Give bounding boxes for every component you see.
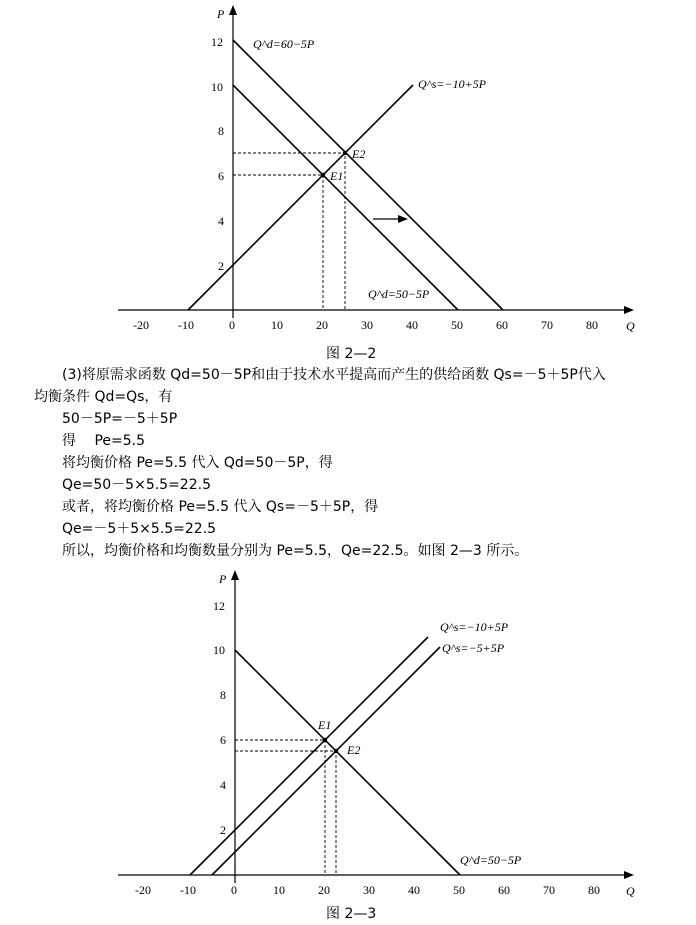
figure-2-2-caption: 图 2—2 (326, 346, 377, 362)
x-tick-labels (133, 318, 598, 332)
y-axis-arrow (231, 570, 239, 580)
demand-curve-old (233, 85, 458, 310)
y-tick: 6 (220, 733, 226, 747)
x-tick-labels (135, 883, 600, 897)
x-tick: 0 (229, 318, 235, 332)
x-tick: 80 (586, 318, 598, 332)
text-line-5: 将均衡价格 Pe=5.5 代入 Qd=50－5P，得 (62, 455, 333, 471)
text-line-9: 所以，均衡价格和均衡数量分别为 Pe=5.5，Qe=22.5。如图 2—3 所示。 (62, 543, 529, 559)
y-tick: 12 (213, 599, 225, 613)
figure-2-2 (0, 0, 696, 345)
text-line-2: 均衡条件 Qd=Qs，有 (34, 389, 173, 405)
x-tick: 70 (541, 318, 553, 332)
e2-guide-lines (233, 153, 345, 310)
shift-arrow-head (398, 215, 408, 223)
x-tick: 40 (406, 318, 418, 332)
demand-label: Q^d=50−5P (460, 853, 522, 867)
y-tick: 10 (213, 643, 225, 657)
x-axis-arrow (624, 871, 634, 879)
y-axis-arrow (229, 5, 237, 15)
e2-point (343, 151, 347, 155)
text-line-3: 50－5P=－5＋5P (62, 411, 178, 427)
x-tick: -10 (180, 883, 196, 897)
e2-point (334, 749, 338, 753)
y-tick: 8 (220, 688, 226, 702)
supply-curve (188, 85, 413, 310)
demand-new-label: Q^d=60−5P (253, 37, 315, 51)
x-tick: 10 (271, 318, 283, 332)
y-tick-labels (211, 35, 224, 273)
y-axis-label: P (217, 7, 225, 21)
x-tick: 0 (231, 883, 237, 897)
x-tick: 50 (453, 883, 465, 897)
e1-point (323, 738, 327, 742)
x-tick: -10 (178, 318, 194, 332)
y-tick: 4 (220, 778, 226, 792)
text-line-6: Qe=50－5×5.5=22.5 (62, 477, 211, 493)
x-tick: 60 (498, 883, 510, 897)
demand-curve (235, 650, 460, 875)
e1-point (321, 173, 325, 177)
e1-guide-lines (233, 175, 323, 310)
text-line-8: Qe=－5＋5×5.5=22.5 (62, 521, 217, 537)
y-tick: 2 (220, 823, 226, 837)
e1-label: E1 (330, 169, 344, 183)
x-tick: 10 (273, 883, 285, 897)
supply-old-label: Q^s=−10+5P (440, 620, 509, 634)
x-tick: -20 (133, 318, 149, 332)
x-tick: 30 (361, 318, 373, 332)
figure-2-3 (0, 565, 696, 898)
y-tick: 4 (218, 214, 224, 228)
e2-label: E2 (347, 743, 361, 757)
x-tick: 20 (316, 318, 328, 332)
demand-old-label: Q^d=50−5P (368, 287, 430, 301)
y-tick: 10 (211, 80, 223, 94)
e2-label: E2 (352, 147, 366, 161)
supply-new-label: Q^s=−5+5P (442, 641, 505, 655)
x-tick: 30 (363, 883, 375, 897)
y-tick: 12 (211, 35, 223, 49)
x-tick: 60 (496, 318, 508, 332)
text-line-7: 或者，将均衡价格 Pe=5.5 代入 Qs=－5＋5P，得 (62, 499, 379, 515)
figure-2-3-caption: 图 2—3 (326, 906, 377, 922)
y-tick: 6 (218, 169, 224, 183)
x-axis-arrow (624, 306, 634, 314)
x-tick: 50 (451, 318, 463, 332)
y-tick: 2 (218, 259, 224, 273)
x-tick: 20 (318, 883, 330, 897)
text-line-4: 得 Pe=5.5 (62, 433, 146, 449)
x-axis-label: Q (626, 884, 635, 898)
x-tick: 80 (588, 883, 600, 897)
text-line-1: (3)将原需求函数 Qd=50－5P和由于技术水平提高而产生的供给函数 Qs=－5＋5P代入 (62, 367, 606, 383)
e2-guide-lines (235, 751, 336, 875)
y-axis-label: P (219, 572, 227, 586)
supply-label: Q^s=−10+5P (418, 77, 487, 91)
x-tick: 40 (408, 883, 420, 897)
e1-label: E1 (318, 718, 332, 732)
y-tick-labels (213, 599, 226, 837)
x-axis-label: Q (626, 319, 635, 333)
x-tick: 70 (543, 883, 555, 897)
y-tick: 8 (218, 124, 224, 138)
x-tick: -20 (135, 883, 151, 897)
supply-curve-new (212, 647, 440, 875)
supply-curve-old (190, 637, 428, 875)
